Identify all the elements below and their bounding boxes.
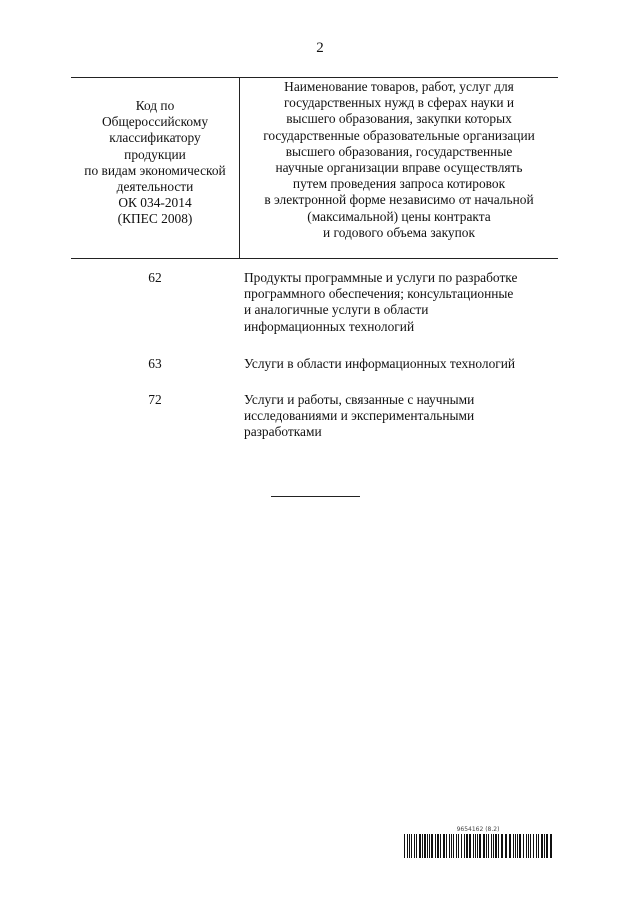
barcode-bar: [541, 834, 543, 858]
barcode-bar: [528, 834, 529, 858]
end-of-document-rule: [271, 496, 360, 497]
barcode-bar: [456, 834, 457, 858]
barcode-icon: [404, 834, 552, 858]
barcode-bar: [464, 834, 465, 858]
barcode-bar: [530, 834, 531, 858]
barcode-bar: [486, 834, 487, 858]
row-name-line: и аналогичные услуги в области: [244, 302, 429, 318]
barcode-bar: [546, 834, 548, 858]
header-name-line: государственных нужд в сферах науки и: [283, 95, 515, 111]
barcode-bar: [491, 834, 492, 858]
row-code: 72: [148, 392, 162, 407]
barcode-bar: [505, 834, 507, 858]
barcode-bar: [498, 834, 499, 858]
row-code: 62: [148, 270, 162, 285]
header-bottom-rule: [71, 258, 558, 259]
header-code-line: классификатору: [109, 130, 201, 146]
header-name-line: государственные образовательные организации: [263, 127, 535, 143]
barcode-bar: [519, 834, 521, 858]
header-name-line: и годового объема закупок: [323, 224, 475, 240]
barcode-bar: [451, 834, 452, 858]
header-name-line: путем проведения запроса котировок: [292, 176, 506, 192]
barcode-bar: [513, 834, 514, 858]
barcode-bar: [475, 834, 476, 858]
row-name-line: Услуги и работы, связанные с научными: [244, 392, 475, 407]
barcode-bar: [453, 834, 454, 858]
barcode-bar: [544, 834, 545, 858]
barcode-bar: [458, 834, 459, 858]
barcode-bar: [409, 834, 410, 858]
barcode-bar: [429, 834, 430, 858]
barcode-bar: [407, 834, 408, 858]
row-code: 63: [148, 356, 162, 371]
barcode-bar: [483, 834, 485, 858]
barcode-bar: [404, 834, 405, 858]
header-code-line: (КПЕС 2008): [117, 211, 193, 227]
header-name-line: (максимальной) цены контракта: [307, 208, 491, 224]
barcode-bar: [488, 834, 489, 858]
header-code-line: Общероссийскому: [101, 114, 209, 130]
header-name-line: Наименование товаров, работ, услуг для: [284, 79, 514, 94]
barcode-bar: [427, 834, 428, 858]
barcode-bar: [509, 834, 511, 858]
barcode-bar: [515, 834, 516, 858]
barcode-bar: [419, 834, 421, 858]
header-name-line: высшего образования, государственные: [285, 143, 513, 159]
barcode-bar: [517, 834, 518, 858]
row-name-line: информационных технологий: [244, 318, 415, 334]
barcode-bar: [533, 834, 534, 858]
header-code-line: по видам экономической: [84, 162, 226, 178]
barcode-bar: [416, 834, 417, 858]
barcode-bar: [435, 834, 436, 858]
barcode-bar: [550, 834, 552, 858]
row-name-line: разработками: [244, 424, 322, 440]
header-code-line: продукции: [124, 146, 186, 162]
barcode-bar: [449, 834, 450, 858]
header-name-line: высшего образования, закупки которых: [286, 111, 512, 127]
row-name-line: исследованиями и экспериментальными: [244, 408, 475, 424]
barcode-bar: [523, 834, 524, 858]
barcode-bar: [526, 834, 527, 858]
barcode-bar: [422, 834, 423, 858]
barcode-bar: [431, 834, 433, 858]
barcode-bar: [443, 834, 445, 858]
barcode-bar: [414, 834, 415, 858]
barcode-bar: [493, 834, 494, 858]
header-code-column: [72, 98, 238, 228]
barcode-bar: [461, 834, 462, 858]
table-top-rule: [71, 77, 558, 78]
barcode-bar: [466, 834, 468, 858]
barcode-caption: 9654162 (8.2): [456, 826, 500, 833]
header-code-line: ОК 034-2014: [118, 195, 192, 211]
barcode-bar: [536, 834, 537, 858]
header-name-column: [240, 79, 558, 241]
barcode-bar: [501, 834, 503, 858]
header-code-line: деятельности: [116, 179, 194, 195]
row-name: [244, 356, 564, 372]
row-name: [244, 270, 564, 335]
header-code-line: Код по: [135, 98, 175, 113]
row-name-line: программного обеспечения; консультационные: [244, 286, 514, 302]
row-name-line: Услуги в области информационных технологий: [244, 356, 516, 371]
barcode-bar: [538, 834, 539, 858]
barcode-bar: [440, 834, 441, 858]
barcode-bar: [469, 834, 471, 858]
row-name-line: Продукты программные и услуги по разработке: [244, 270, 518, 285]
page-number: 2: [316, 40, 324, 56]
barcode-bar: [411, 834, 412, 858]
barcode-bar: [479, 834, 481, 858]
barcode: [404, 826, 552, 860]
barcode-bar: [477, 834, 478, 858]
header-name-line: в электронной форме независимо от начальной: [264, 192, 534, 208]
barcode-bar: [437, 834, 439, 858]
barcode-bar: [424, 834, 426, 858]
row-name: [244, 392, 564, 441]
header-name-line: научные организации вправе осуществлять: [275, 160, 523, 176]
barcode-bar: [495, 834, 497, 858]
barcode-bar: [473, 834, 474, 858]
barcode-bar: [446, 834, 447, 858]
